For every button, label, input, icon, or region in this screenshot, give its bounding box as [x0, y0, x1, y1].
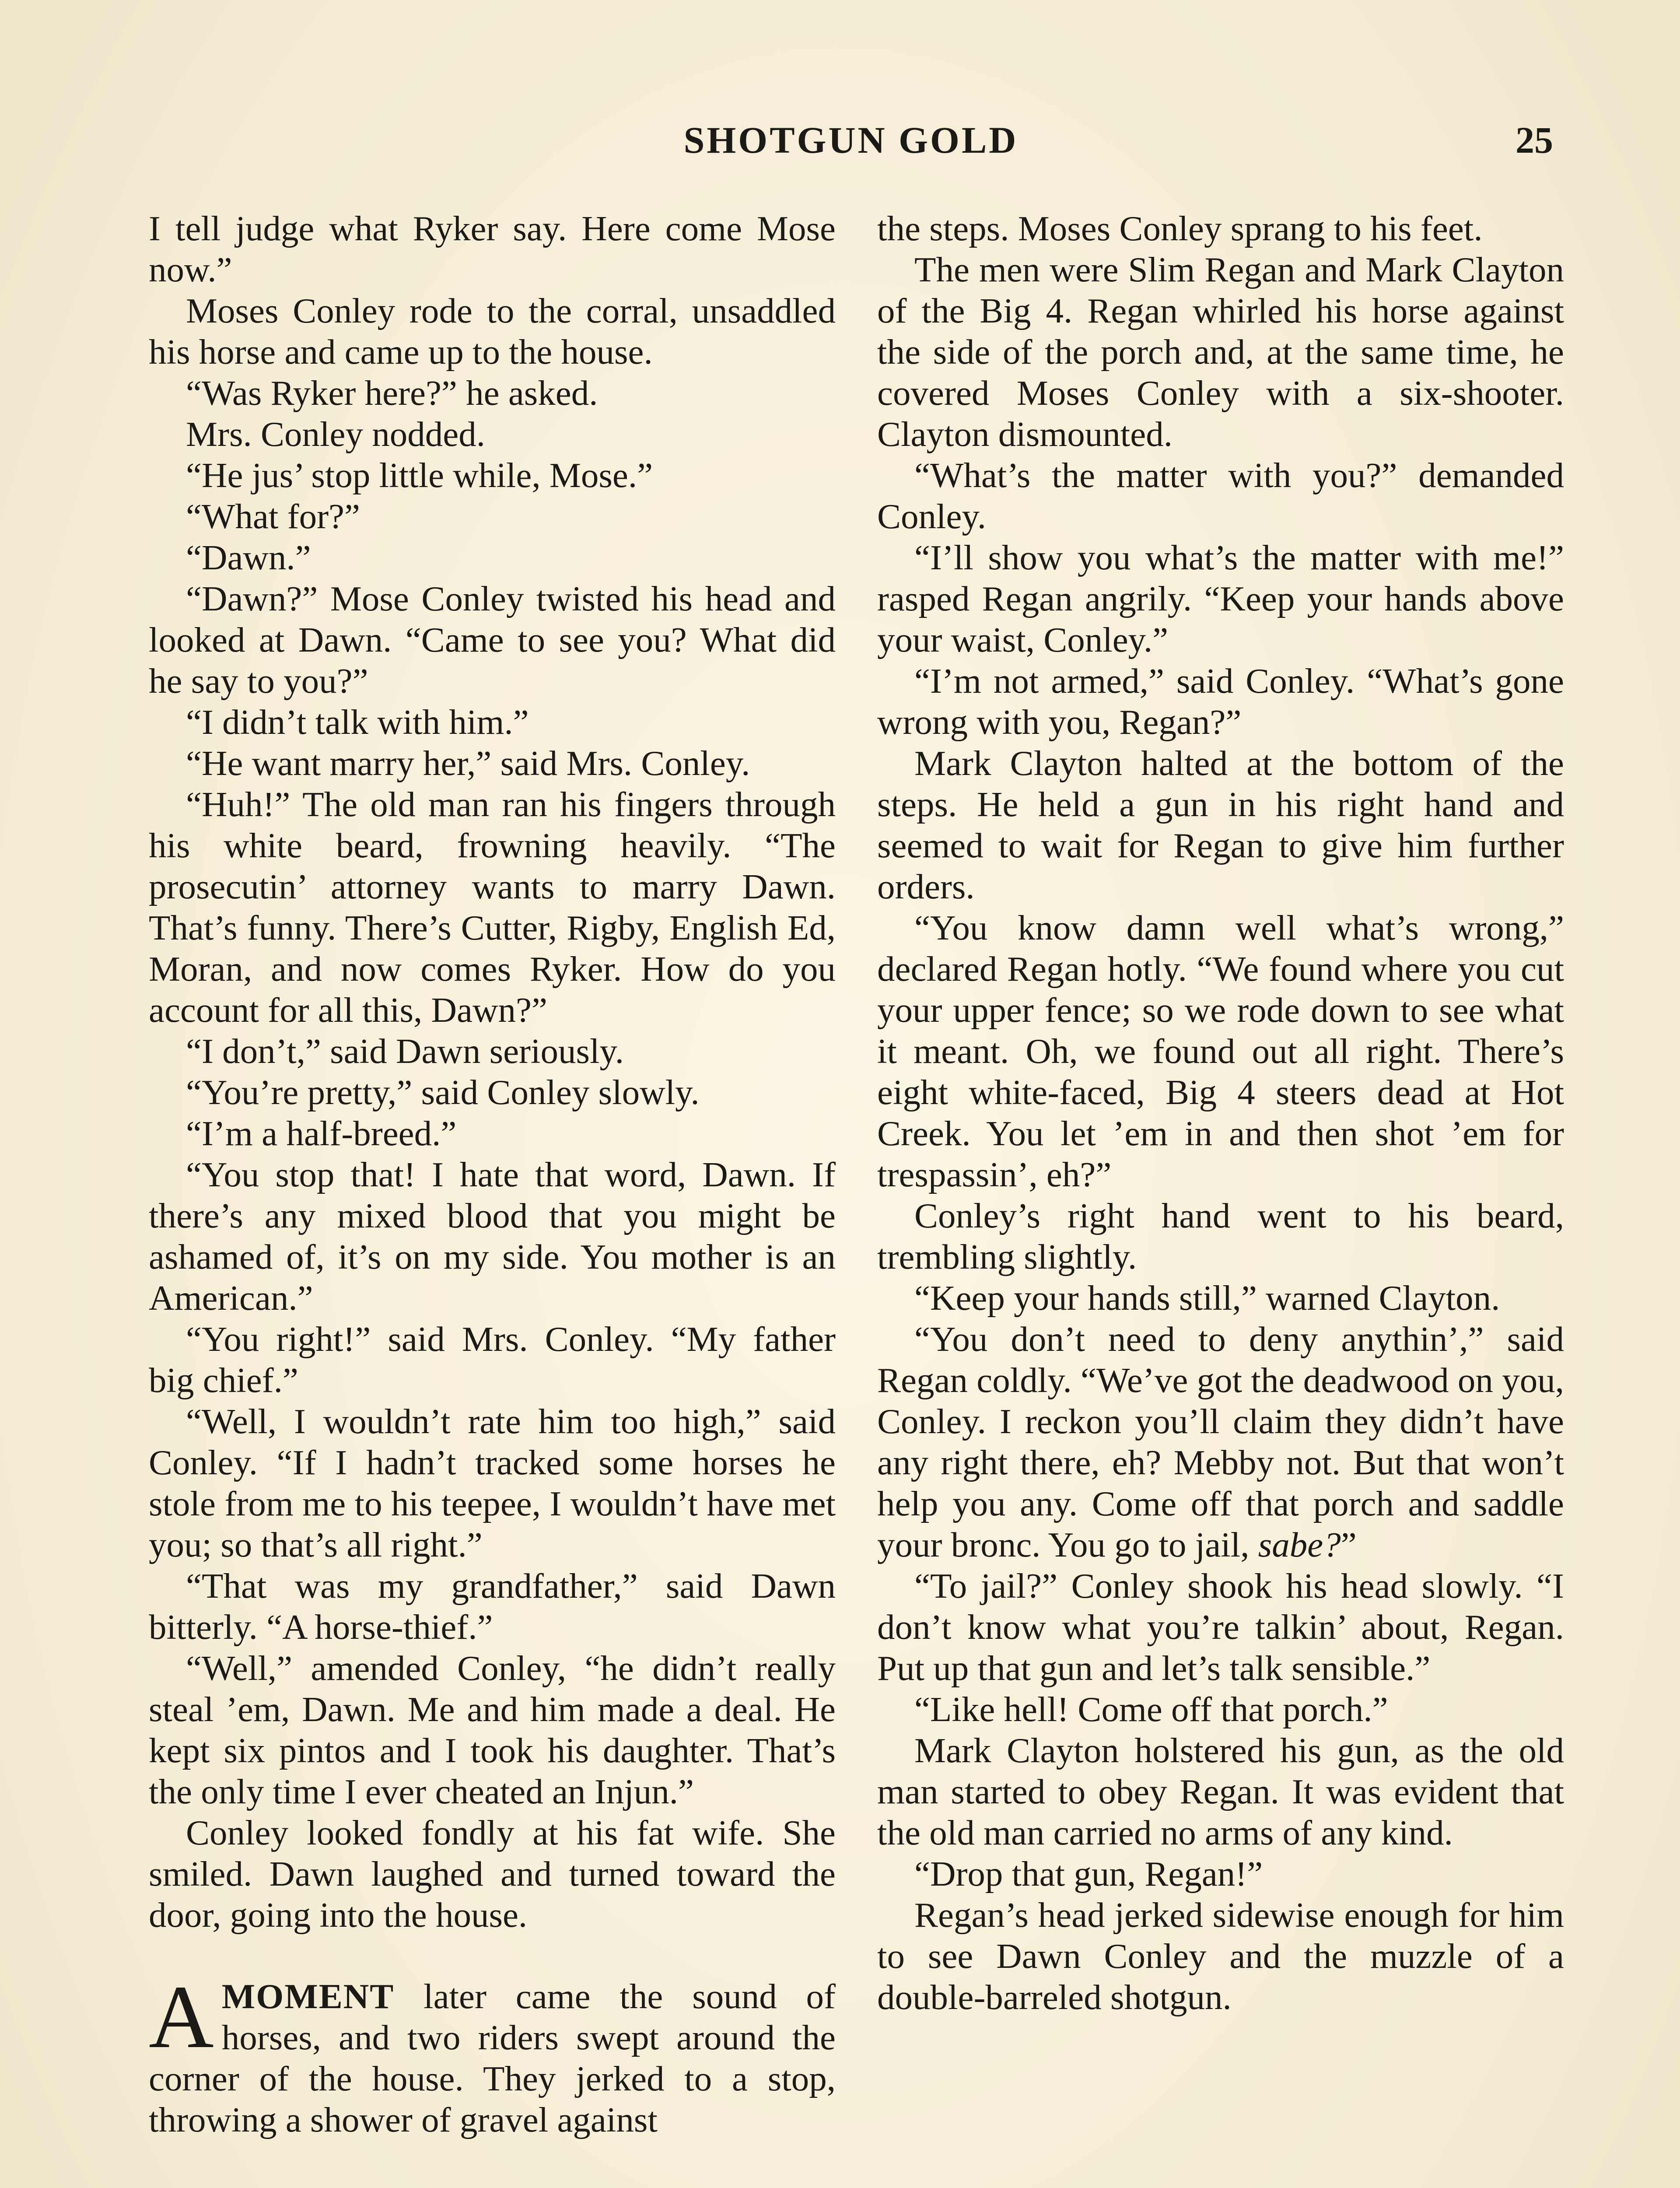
paragraph: “I’m not armed,” said Conley. “What’s gone wrong with you, Regan?”	[877, 661, 1564, 742]
section-opening-paragraph	[149, 1967, 836, 2140]
paragraph: “He jus’ stop little while, Mose.”	[186, 456, 653, 495]
paragraph: “Dawn.”	[186, 538, 311, 577]
paragraph: “What for?”	[186, 497, 360, 536]
paragraph: Conley’s right hand went to his beard, trembling slightly.	[877, 1196, 1564, 1276]
paragraph: “You’re pretty,” said Conley slowly.	[186, 1073, 700, 1112]
paragraph-text: “You don’t need to deny anythin’,” said Regan coldly. “We’ve got the deadwood on you, Conley. I reckon you’ll claim they didn’t have any right there, eh? Mebby not. But that won’t help you any. Come off that porch and saddle your bronc. You go to jail,	[877, 1319, 1564, 1564]
right-column	[877, 208, 1564, 2018]
paragraph: “To jail?” Conley shook his head slowly. “I don’t know what you’re talkin’ about, Regan. Put up that gun and let’s talk sensible.”	[877, 1566, 1564, 1688]
paragraph: The men were Slim Regan and Mark Clayton of the Big 4. Regan whirled his horse against the side of the porch and, at the same time, he covered Moses Conley with a six-shooter. Clayton dismounted.	[877, 250, 1564, 454]
paragraph: “That was my grandfather,” said Dawn bitterly. “A horse-thief.”	[149, 1566, 836, 1647]
paragraph	[877, 1318, 1564, 1565]
paragraph: Moses Conley rode to the corral, unsaddled his horse and came up to the house.	[149, 291, 836, 372]
paragraph: “Dawn?” Mose Conley twisted his head and looked at Dawn. “Came to see you? What did he say to you?”	[149, 579, 836, 701]
paragraph: “He want marry her,” said Mrs. Conley.	[186, 743, 750, 783]
paragraph: “Well, I wouldn’t rate him too high,” said Conley. “If I hadn’t tracked some horses he stole from me to his teepee, I wouldn’t have met you; so that’s all right.”	[149, 1402, 836, 1564]
closing-quote: ”	[1340, 1525, 1357, 1564]
paragraph: “Well,” amended Conley, “he didn’t really steal ’em, Dawn. Me and him made a deal. He kept six pintos and I took his daughter. That’s the only time I ever cheated an Injun.”	[149, 1648, 836, 1811]
lead-in: MOMENT	[221, 1977, 395, 2016]
section-opening-text: later came the sound of horses, and two riders swept around the corner of the house. They jerked to a stop, throwing a shower of gravel against	[149, 1977, 836, 2139]
running-head	[149, 118, 1553, 171]
paragraph: Regan’s head jerked sidewise enough for him to see Dawn Conley and the muzzle of a double-barreled shotgun.	[877, 1895, 1564, 2017]
italic-word: sabe?	[1258, 1525, 1341, 1564]
left-column	[149, 208, 836, 2140]
paragraph: Mark Clayton halted at the bottom of the steps. He held a gun in his right hand and seemed to wait for Regan to give him further orders.	[877, 743, 1564, 906]
paragraph: “You know damn well what’s wrong,” declared Regan hotly. “We found where you cut your upper fence; so we rode down to see what it meant. Oh, we found out all right. There’s eight white-faced, Big 4 steers dead at Hot Creek. You let ’em in and then shot ’em for trespassin’, eh?”	[877, 908, 1564, 1194]
page-number: 25	[1516, 119, 1553, 161]
paragraph: I tell judge what Ryker say. Here come Mose now.”	[149, 209, 836, 289]
paragraph: “Was Ryker here?” he asked.	[186, 373, 598, 413]
paragraph: the steps. Moses Conley sprang to his feet.	[877, 209, 1483, 248]
paragraph: “I don’t,” said Dawn seriously.	[186, 1031, 624, 1071]
paragraph: Mrs. Conley nodded.	[186, 414, 485, 454]
drop-cap: A	[149, 1967, 214, 2067]
running-title: SHOTGUN GOLD	[683, 119, 1018, 161]
section-break	[149, 1936, 836, 1976]
paragraph: “Keep your hands still,” warned Clayton.	[914, 1278, 1500, 1318]
paragraph: “What’s the matter with you?” demanded Conley.	[877, 456, 1564, 536]
paragraph: “I’ll show you what’s the matter with me!” rasped Regan angrily. “Keep your hands above your waist, Conley.”	[877, 538, 1564, 659]
paragraph: Conley looked fondly at his fat wife. She smiled. Dawn laughed and turned toward the door, going into the house.	[149, 1813, 836, 1935]
paragraph: “Huh!” The old man ran his fingers through his white beard, frowning heavily. “The prosecutin’ attorney wants to marry Dawn. That’s funny. There’s Cutter, Rigby, English Ed, Moran, and now comes Ryker. How do you account for all this, Dawn?”	[149, 785, 836, 1030]
paragraph: “You stop that! I hate that word, Dawn. If there’s any mixed blood that you might be ashamed of, it’s on my side. You mother is an American.”	[149, 1155, 836, 1318]
paragraph: “Like hell! Come off that porch.”	[914, 1690, 1388, 1729]
paragraph: “Drop that gun, Regan!”	[914, 1854, 1263, 1893]
paragraph: “I’m a half-breed.”	[186, 1114, 457, 1153]
paragraph: “I didn’t talk with him.”	[186, 702, 529, 742]
paragraph: “You right!” said Mrs. Conley. “My father big chief.”	[149, 1319, 836, 1400]
paragraph: Mark Clayton holstered his gun, as the old man started to obey Regan. It was evident that the old man carried no arms of any kind.	[877, 1731, 1564, 1852]
